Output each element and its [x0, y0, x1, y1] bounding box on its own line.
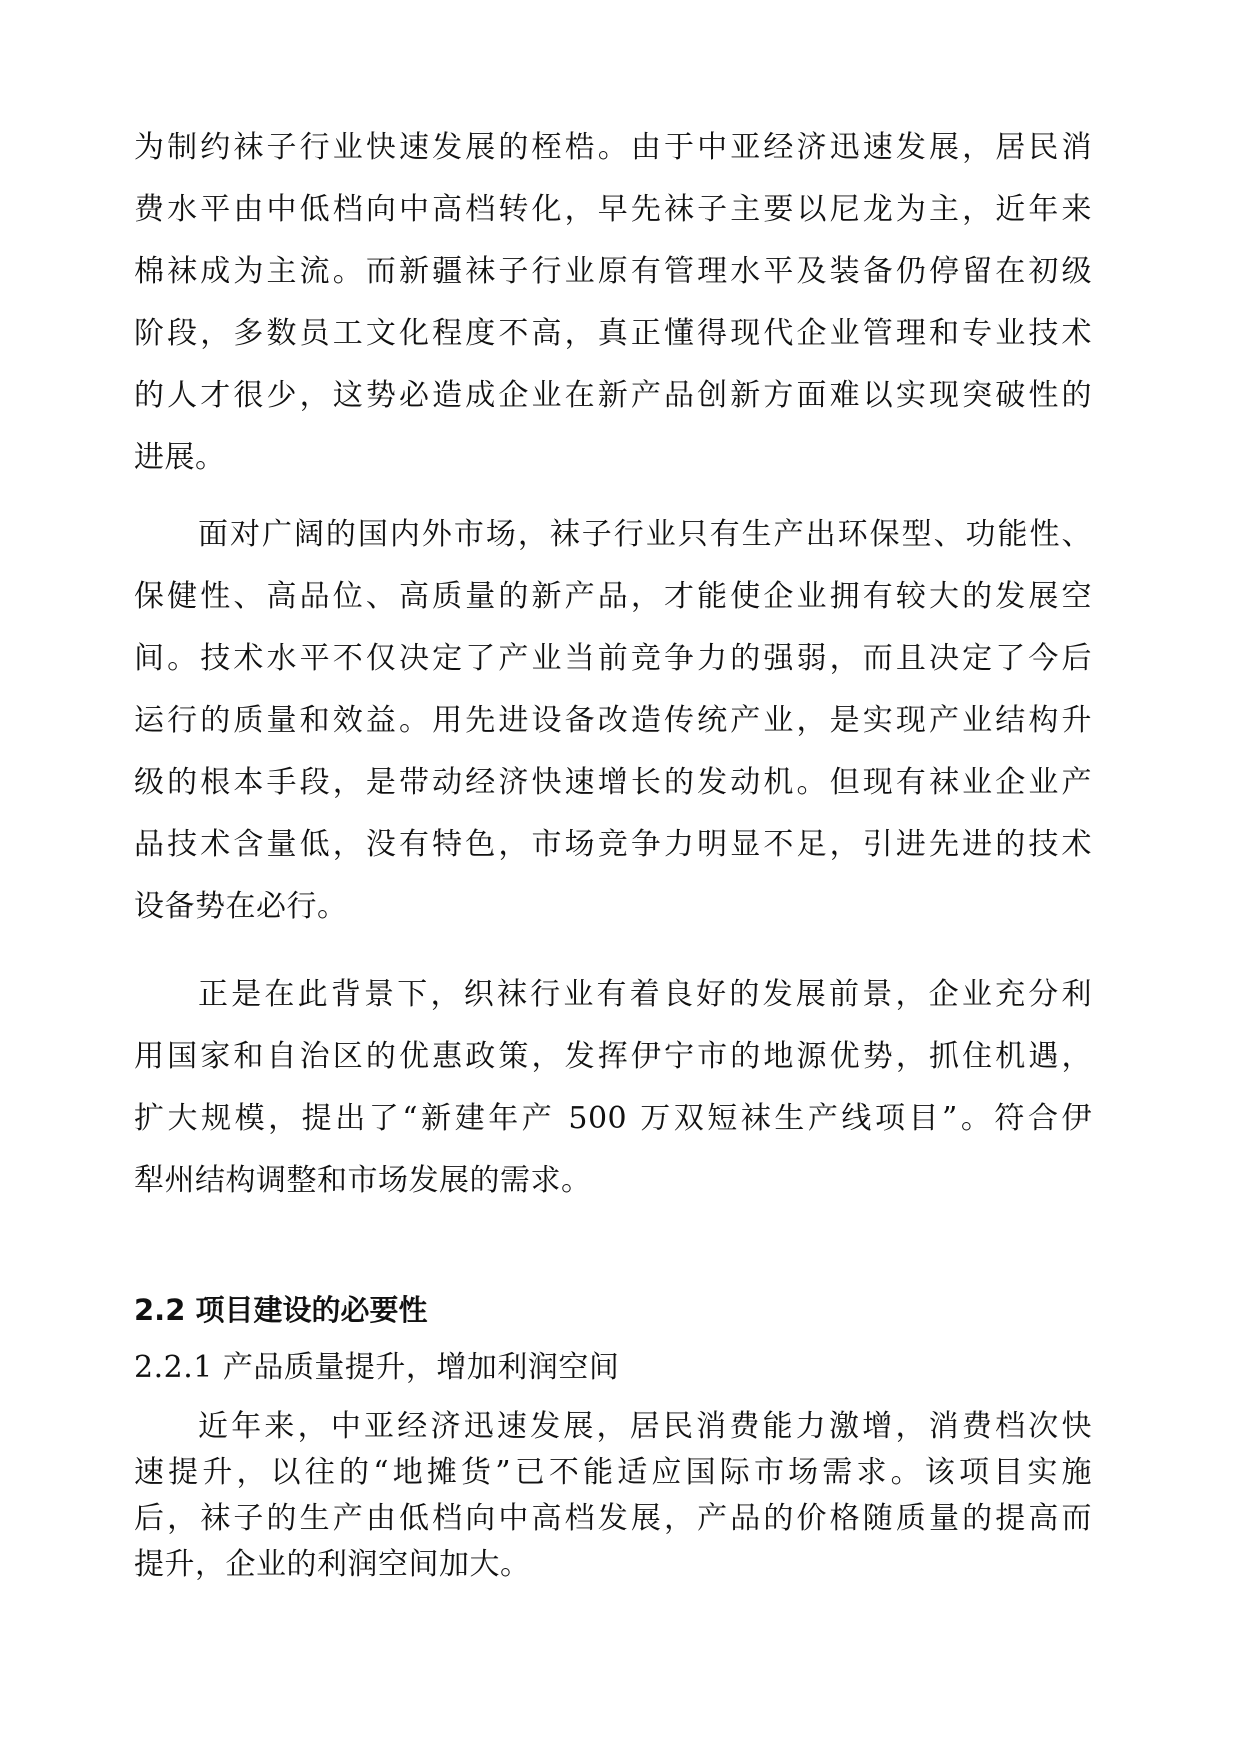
text-line: 保健性、高品位、高质量的新产品，才能使企业拥有较大的发展空 [134, 579, 1092, 614]
text-line: 阶段，多数员工文化程度不高，真正懂得现代企业管理和专业技术 [134, 316, 1092, 351]
paragraph-3 [134, 964, 1092, 1212]
paragraph-4 [134, 1404, 1092, 1588]
text-line: 面对广阔的国内外市场，袜子行业只有生产出环保型、功能性、 [198, 517, 1092, 552]
text-line: 为制约袜子行业快速发展的桎梏。由于中亚经济迅速发展，居民消 [134, 130, 1092, 165]
text-line: 后，袜子的生产由低档向中高档发展，产品的价格随质量的提高而 [134, 1501, 1092, 1536]
text-line: 正是在此背景下，织袜行业有着良好的发展前景，企业充分利 [198, 977, 1092, 1012]
text-line: 费水平由中低档向中高档转化，早先袜子主要以尼龙为主，近年来 [134, 192, 1092, 227]
text-line: 进展。 [134, 440, 226, 475]
text-line: 犁州结构调整和市场发展的需求。 [134, 1163, 592, 1198]
text-line: 品技术含量低，没有特色，市场竞争力明显不足，引进先进的技术 [134, 827, 1092, 862]
section-heading: 2.2 项目建设的必要性 [134, 1293, 428, 1327]
text-line: 运行的质量和效益。用先进设备改造传统产业，是实现产业结构升 [134, 703, 1092, 738]
text-line: 扩大规模，提出了“新建年产 500 万双短袜生产线项目”。符合伊 [134, 1101, 1092, 1136]
text-line: 级的根本手段，是带动经济快速增长的发动机。但现有袜业企业产 [134, 765, 1092, 800]
text-line: 用国家和自治区的优惠政策，发挥伊宁市的地源优势，抓住机遇， [134, 1039, 1092, 1074]
paragraph-2 [134, 504, 1092, 938]
text-line: 设备势在必行。 [134, 889, 348, 924]
text-line: 提升，企业的利润空间加大。 [134, 1547, 531, 1582]
text-line: 速提升，以往的“地摊货”已不能适应国际市场需求。该项目实施 [134, 1455, 1092, 1490]
subsection-heading: 2.2.1 产品质量提升，增加利润空间 [134, 1350, 620, 1385]
text-line: 间。技术水平不仅决定了产业当前竞争力的强弱，而且决定了今后 [134, 641, 1092, 676]
text-line: 的人才很少，这势必造成企业在新产品创新方面难以实现突破性的 [134, 378, 1092, 413]
paragraph-1 [134, 117, 1092, 489]
text-line: 近年来，中亚经济迅速发展，居民消费能力激增，消费档次快 [198, 1409, 1092, 1444]
text-line: 棉袜成为主流。而新疆袜子行业原有管理水平及装备仍停留在初级 [134, 254, 1092, 289]
